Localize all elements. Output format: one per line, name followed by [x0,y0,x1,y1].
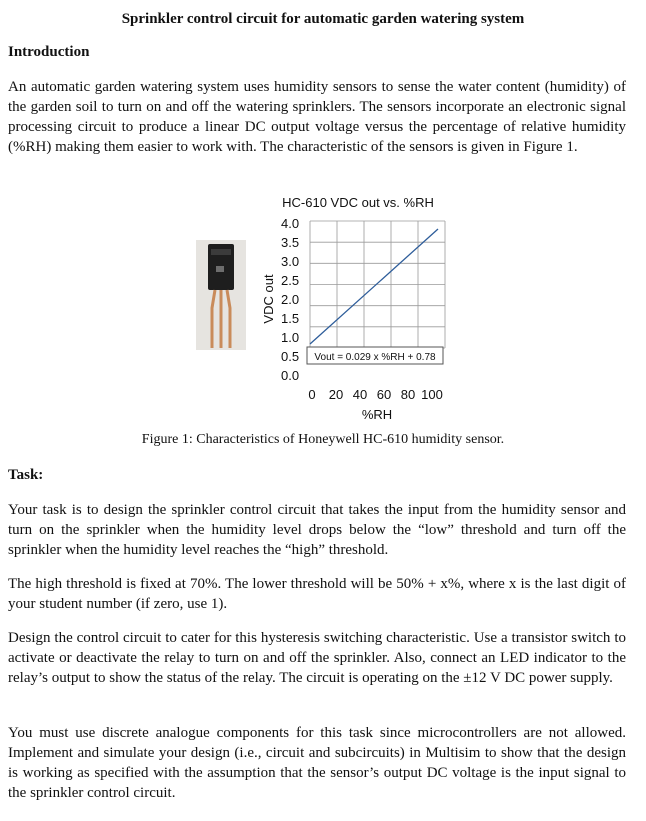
y-tick-labels [281,216,299,383]
y-axis-label: VDC out [261,274,276,324]
x-tick-labels [308,387,442,402]
y-tick-label: 0.0 [281,368,300,383]
y-tick-label: 4.0 [281,216,300,231]
task-paragraph-2: The high threshold is fixed at 70%. The lower threshold will be 50% + x%, where x is the last digit of your student number (if zero, use 1). [8,576,626,612]
x-tick-label: 20 [328,387,344,402]
introduction-heading: Introduction [8,44,90,60]
task-paragraph-1: Your task is to design the sprinkler control circuit that takes the input from the humidity sensor and turn on the sprinkler when the humidity level drops below the “low” threshold and turn off the sprinkler when the humidity level reaches the “high” threshold. [8,502,626,558]
task-paragraph-3: Design the control circuit to cater for this hysteresis switching characteristic. Use a transistor switch to activate or deactivate the relay to turn on and off the sprinkler. Also, connect an LED indicator to the relay’s output to show the status of the relay. The circuit is operating on the ±12 V DC power supply. [8,630,626,686]
y-tick-label: 2.5 [281,273,300,288]
x-tick-label: 0 [308,387,316,402]
introduction-paragraph: An automatic garden watering system uses humidity sensors to sense the water content (humidity) of the garden soil to turn on and off the watering sprinklers. The sensors incorporate an electronic signal processing circuit to produce a linear DC output voltage versus the percentage of relative humidity (%RH) making them easier to work with. The characteristic of the sensors is given in Figure 1. [8,79,626,155]
x-tick-label: 60 [376,387,392,402]
figure-caption: Figure 1: Characteristics of Honeywell HC-610 humidity sensor. [141,432,505,447]
y-tick-label: 1.0 [281,330,300,345]
y-tick-label: 3.5 [281,235,300,250]
equation-annotation: Vout = 0.029 x %RH + 0.78 [314,352,436,363]
document-title: Sprinkler control circuit for automatic garden watering system [121,11,525,27]
x-tick-label: 80 [400,387,416,402]
x-axis-label: %RH [361,407,393,422]
chart-title: HC-610 VDC out vs. %RH [282,195,434,210]
y-tick-label: 0.5 [281,349,300,364]
y-tick-label: 3.0 [281,254,300,269]
task-heading: Task: [8,467,44,483]
task-paragraph-4: You must use discrete analogue components for this task since microcontrollers are not allowed. Implement and simulate your design (i.e., circuit and subcircuits) in Multisim to show that the design is working as specified with the assumption that the sensor’s output DC voltage is the input signal to the sprinkler control circuit. [8,725,626,801]
y-tick-label: 2.0 [281,292,300,307]
y-tick-label: 1.5 [281,311,300,326]
x-tick-label: 40 [352,387,368,402]
x-tick-label: 100 [421,387,443,402]
